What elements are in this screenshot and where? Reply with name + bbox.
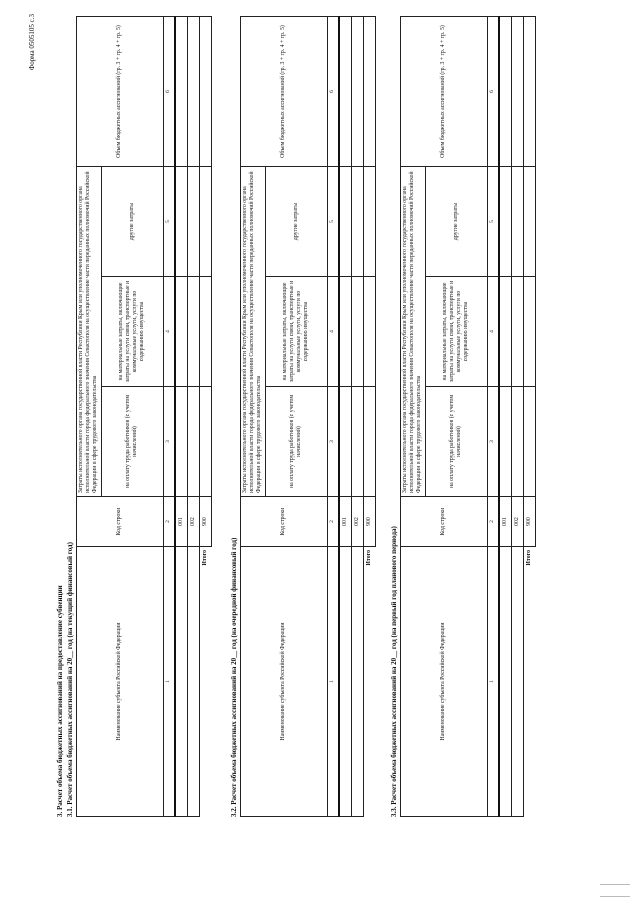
column-number: 3: [163, 387, 175, 497]
column-number: 4: [487, 277, 499, 387]
table-cell: [187, 277, 199, 387]
header-labor: на оплату труда работников (с учетом начислений): [425, 387, 487, 497]
total-code: 900: [363, 497, 375, 547]
total-label: Итого: [365, 550, 372, 566]
table-cell: [499, 17, 512, 167]
table-cell: [339, 387, 352, 497]
header-group: Затраты исполнительного органа государственной власти Республики Крым или уполномоченного государственного органа исполнительной власти города федерального значения Севастополя на осуществление части переданных полномочий Российской Федерации в сфере трудового законодательства: [241, 167, 266, 497]
section-title: 3. Расчет объема бюджетных ассигнований на предоставление субвенции: [56, 585, 64, 817]
column-number: 6: [163, 17, 175, 167]
table-cell: [511, 547, 523, 817]
table-cell: [499, 277, 512, 387]
table-cell: [499, 387, 512, 497]
table-3-2: [240, 16, 376, 817]
table-cell: [199, 167, 211, 277]
header-labor: на оплату труда работников (с учетом начислений): [101, 387, 163, 497]
column-number: 3: [327, 387, 339, 497]
table-cell: [351, 167, 363, 277]
table-cell: [351, 547, 363, 817]
table-cell: [363, 387, 375, 497]
table-cell: [199, 387, 211, 497]
header-labor: на оплату труда работников (с учетом начислений): [265, 387, 327, 497]
header-other: другие затраты: [265, 167, 327, 277]
table-cell: [175, 17, 188, 167]
header-group: Затраты исполнительного органа государственной власти Республики Крым или уполномоченного государственного органа исполнительной власти города федерального значения Севастополя на осуществление части переданных полномочий Российской Федерации в сфере трудового законодательства: [77, 167, 102, 497]
total-code: 900: [523, 497, 535, 547]
table-cell: [523, 387, 535, 497]
table-cell: [175, 277, 188, 387]
column-number: 3: [487, 387, 499, 497]
header-code: Код строки: [241, 497, 328, 547]
header-name: Наименование субъекта Российской Федерации: [241, 547, 328, 817]
column-number: 6: [487, 17, 499, 167]
header-material: на материальные затраты, включающие затраты на услуги связи, транспортные и коммунальные услуги, услуги по содержанию имущества: [425, 277, 487, 387]
table-cell: [199, 17, 211, 167]
table-cell: [175, 387, 188, 497]
row-code: 001: [175, 497, 188, 547]
row-code: 001: [499, 497, 512, 547]
table-cell: [511, 387, 523, 497]
table-cell: [351, 277, 363, 387]
row-code: 002: [187, 497, 199, 547]
table-cell: [187, 387, 199, 497]
header-code: Код строки: [77, 497, 164, 547]
scan-artifact: [600, 896, 630, 897]
column-number: 2: [163, 497, 175, 547]
header-name: Наименование субъекта Российской Федерации: [77, 547, 164, 817]
table-cell: [523, 277, 535, 387]
table-cell: [339, 167, 352, 277]
total-label: Итого: [201, 550, 208, 566]
header-name: Наименование субъекта Российской Федерации: [401, 547, 488, 817]
table-cell: [363, 17, 375, 167]
header-total: Объем бюджетных ассигнований (гр. 3 + гр. 4 + гр. 5): [77, 17, 164, 167]
table-cell: [339, 17, 352, 167]
header-total: Объем бюджетных ассигнований (гр. 3 + гр. 4 + гр. 5): [401, 17, 488, 167]
column-number: 5: [163, 167, 175, 277]
column-number: 4: [163, 277, 175, 387]
table-cell: [511, 17, 523, 167]
column-number: 1: [327, 547, 339, 817]
table-cell: [339, 277, 352, 387]
table-cell: [511, 277, 523, 387]
header-material: на материальные затраты, включающие затраты на услуги связи, транспортные и коммунальные услуги, услуги по содержанию имущества: [265, 277, 327, 387]
table-cell: [199, 277, 211, 387]
table-cell: [339, 547, 352, 817]
table-cell: [363, 277, 375, 387]
table-cell: [499, 547, 512, 817]
header-other: другие затраты: [425, 167, 487, 277]
column-number: 2: [487, 497, 499, 547]
header-total: Объем бюджетных ассигнований (гр. 3 + гр. 4 + гр. 5): [241, 17, 328, 167]
table-cell: [187, 17, 199, 167]
column-number: 5: [487, 167, 499, 277]
table-3-3: [400, 16, 536, 817]
column-number: 6: [327, 17, 339, 167]
table-cell: [351, 17, 363, 167]
row-code: 002: [511, 497, 523, 547]
header-other: другие затраты: [101, 167, 163, 277]
table-cell: [351, 387, 363, 497]
table-cell: [187, 167, 199, 277]
header-material: на материальные затраты, включающие затраты на услуги связи, транспортные и коммунальные услуги, услуги по содержанию имущества: [101, 277, 163, 387]
form-id: Форма 0505105 с.3: [28, 14, 36, 71]
table-cell: [523, 17, 535, 167]
table-cell: [499, 167, 512, 277]
column-number: 1: [163, 547, 175, 817]
total-code: 900: [199, 497, 211, 547]
table-cell: [187, 547, 199, 817]
table-cell: [175, 167, 188, 277]
header-group: Затраты исполнительного органа государственной власти Республики Крым или уполномоченного государственного органа исполнительной власти города федерального значения Севастополя на осуществление части переданных полномочий Российской Федерации в сфере трудового законодательства: [401, 167, 426, 497]
subsection-title-2: 3.2. Расчет объема бюджетных ассигнований на 20__ год (на очередной финансовый год): [230, 537, 238, 817]
table-cell: [511, 167, 523, 277]
subsection-title-3: 3.3. Расчет объема бюджетных ассигнований на 20__ год (на первый год планового периода): [390, 526, 398, 817]
header-code: Код строки: [401, 497, 488, 547]
column-number: 5: [327, 167, 339, 277]
scan-artifact: [600, 884, 630, 885]
column-number: 2: [327, 497, 339, 547]
row-code: 002: [351, 497, 363, 547]
table-cell: [523, 167, 535, 277]
table-cell: [363, 167, 375, 277]
total-label: Итого: [525, 550, 532, 566]
subsection-title-1: 3.1. Расчет объема бюджетных ассигнований на 20__ год (на текущий финансовый год): [66, 542, 74, 817]
column-number: 4: [327, 277, 339, 387]
column-number: 1: [487, 547, 499, 817]
table-cell: [175, 547, 188, 817]
table-3-1: [76, 16, 212, 817]
row-code: 001: [339, 497, 352, 547]
